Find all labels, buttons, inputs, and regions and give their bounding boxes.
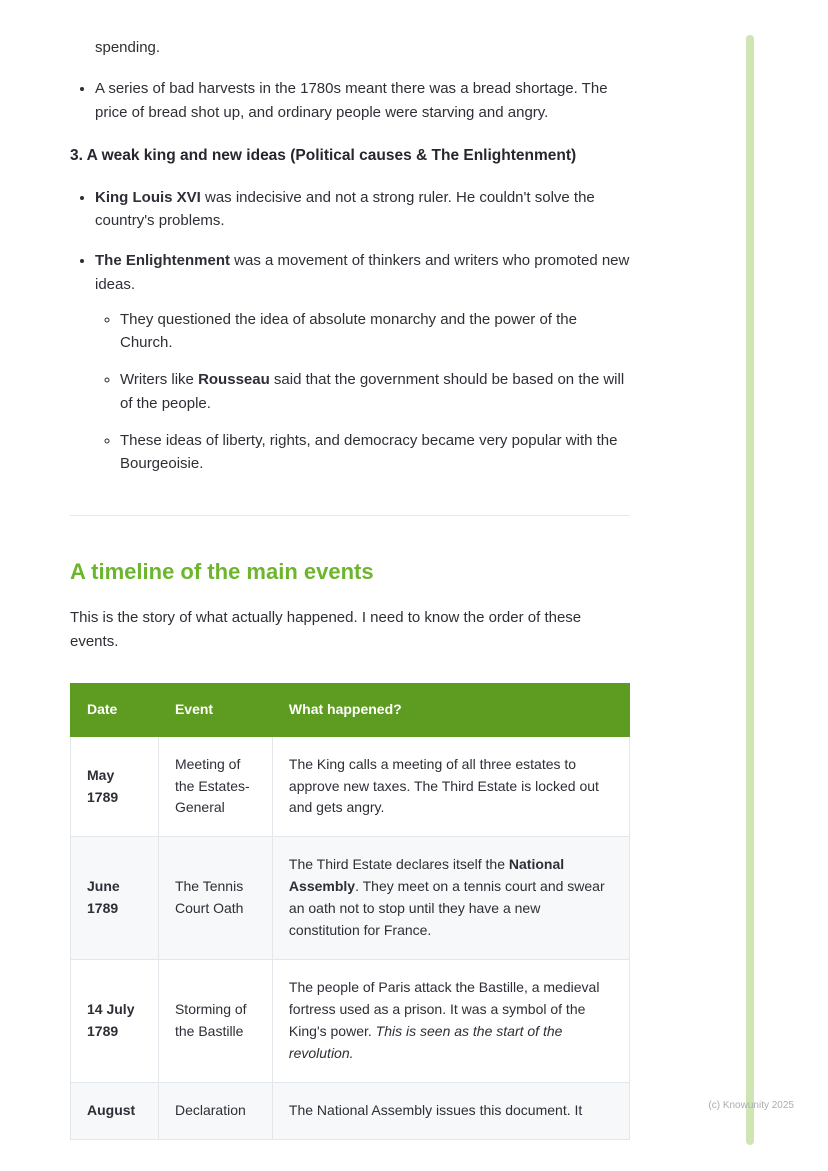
timeline-intro: This is the story of what actually happened. I need to know the order of these events. xyxy=(70,609,582,650)
list-item-text: King Louis XVI was indecisive and not a strong ruler. He couldn't solve the country's problems. xyxy=(95,188,595,230)
cell-event: Declaration xyxy=(158,1083,272,1140)
column-header-date: Date xyxy=(71,683,159,736)
list-item-text: A series of bad harvests in the 1780s meant there was a bread shortage. The price of bread shot up, and ordinary people were starving and angry. xyxy=(95,80,608,121)
list-item xyxy=(120,368,630,415)
cell-date: August xyxy=(71,1083,159,1140)
column-header-event: Event xyxy=(158,683,272,736)
table-row xyxy=(71,960,630,1083)
table-row xyxy=(71,837,630,960)
table-row xyxy=(71,736,630,837)
section-divider xyxy=(70,515,630,516)
list-item-text: These ideas of liberty, rights, and democracy became very popular with the Bourgeoisie. xyxy=(120,431,618,473)
table-header xyxy=(71,683,630,736)
table-header-row xyxy=(71,683,630,736)
timeline-heading: A timeline of the main events xyxy=(70,559,374,585)
list-item xyxy=(95,77,630,124)
cell-event: Meeting of the Estates-General xyxy=(158,736,272,837)
paragraph-continuation: spending. xyxy=(95,39,161,56)
list-item xyxy=(95,186,630,233)
table-row xyxy=(71,1083,630,1140)
right-accent-bar xyxy=(746,35,754,1145)
list-item-text: The Enlightenment was a movement of thinkers and writers who promoted new ideas. xyxy=(95,252,630,293)
sub-bullet-list xyxy=(95,308,630,476)
section-heading: 3. A weak king and new ideas (Political causes & The Enlightenment) xyxy=(70,146,577,164)
cell-date: 14 July 1789 xyxy=(71,960,159,1083)
table-body xyxy=(71,736,630,1140)
cell-event: Storming of the Bastille xyxy=(158,960,272,1083)
bullet-list-top xyxy=(70,77,630,124)
cell-date: May 1789 xyxy=(71,736,159,837)
cell-description: The King calls a meeting of all three estates to approve new taxes. The Third Estate is locked out and gets angry. xyxy=(272,736,629,837)
list-item-text: Writers like Rousseau said that the government should be based on the will of the people. xyxy=(120,371,625,412)
column-header-what-happened: What happened? xyxy=(272,683,629,736)
list-item xyxy=(120,308,630,355)
document-content xyxy=(70,36,630,1140)
watermark: (c) Knowunity 2025 xyxy=(708,1100,794,1111)
cell-event: The Tennis Court Oath xyxy=(158,837,272,960)
cell-date: June 1789 xyxy=(71,837,159,960)
cell-description: The National Assembly issues this document. It xyxy=(272,1083,629,1140)
list-item-text: They questioned the idea of absolute monarchy and the power of the Church. xyxy=(120,310,577,352)
cell-description: The Third Estate declares itself the National Assembly. They meet on a tennis court and swear an oath not to stop until they have a new constitution for France. xyxy=(272,837,629,960)
bullet-list-causes xyxy=(70,186,630,476)
list-item xyxy=(120,429,630,476)
cell-description: The people of Paris attack the Bastille, a medieval fortress used as a prison. It was a symbol of the King's power. This is seen as the start of the revolution. xyxy=(272,960,629,1083)
timeline-table xyxy=(70,683,630,1140)
list-item xyxy=(95,249,630,475)
